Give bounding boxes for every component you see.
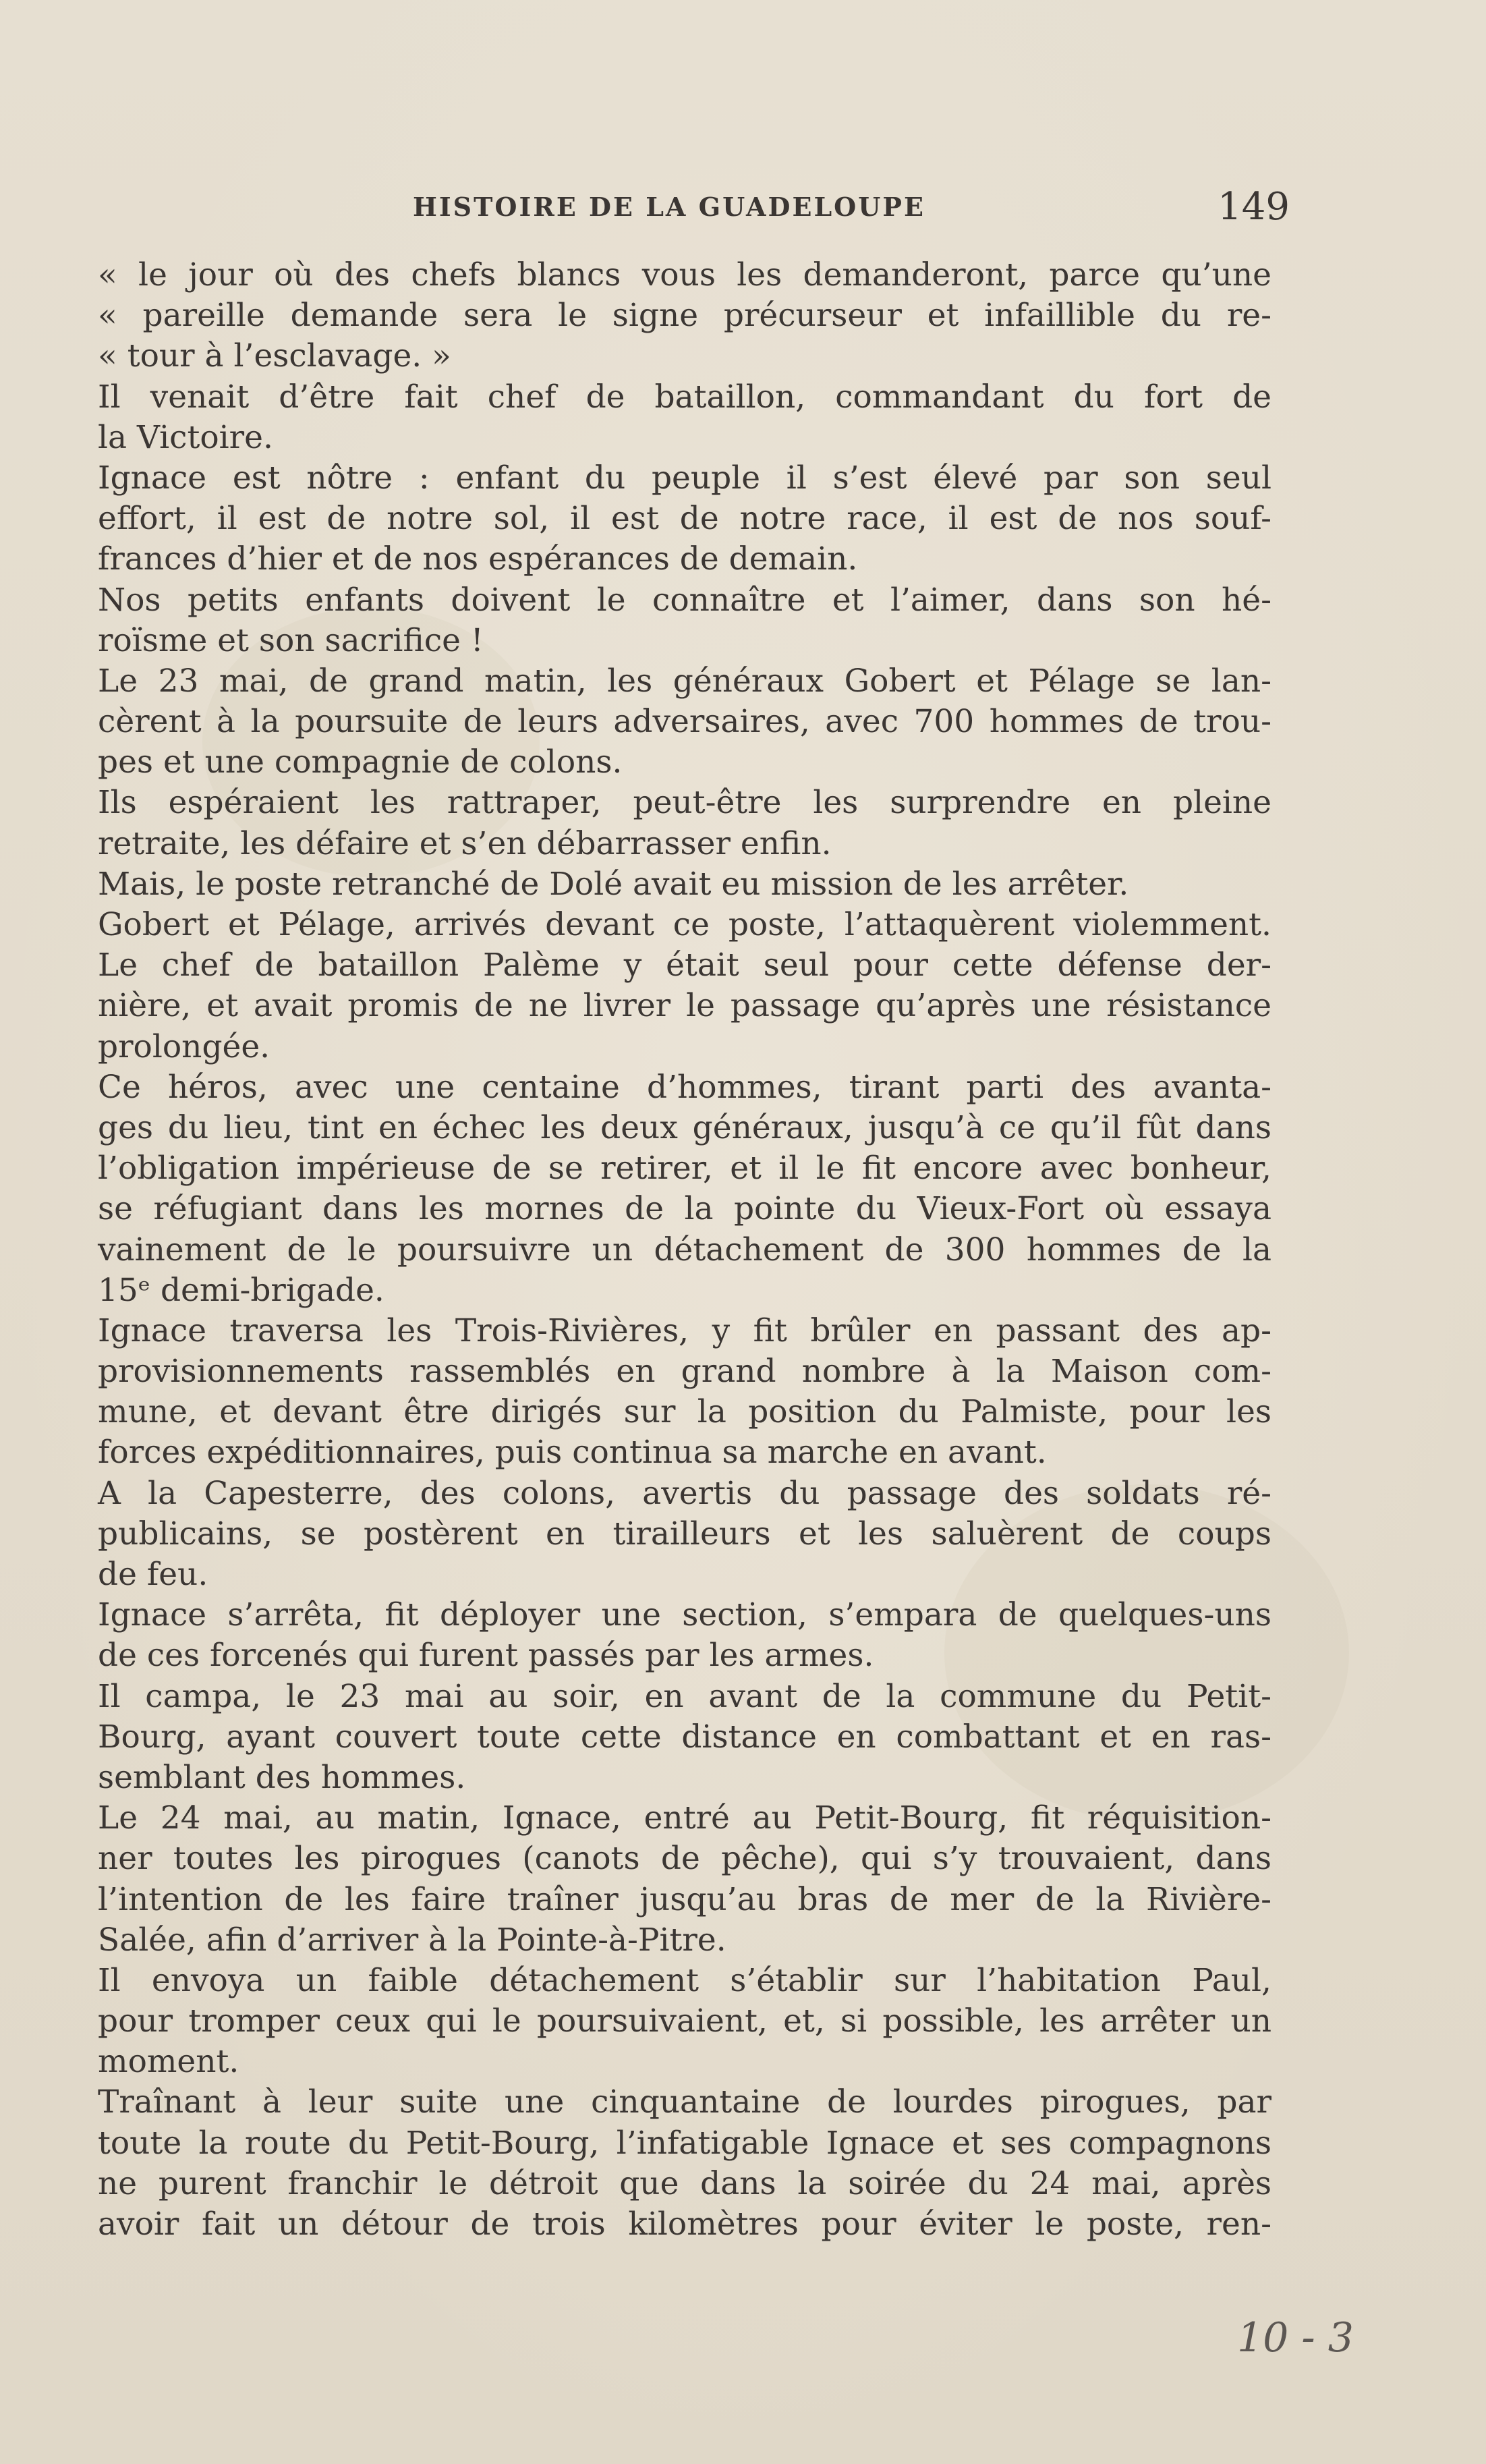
text-line: Ignace est nôtre : enfant du peuple il s’est élevé par son seul [98,459,1271,497]
text-line: A la Capesterre, des colons, avertis du passage des soldats ré- [98,1474,1271,1512]
handwritten-annotation: 10 - 3 [1237,2314,1354,2361]
text-line: vainement de le poursuivre un détachement de 300 hommes de la [98,1231,1271,1268]
text-line: provisionnements rassemblés en grand nombre à la Maison com- [98,1353,1271,1391]
text-line: nière, et avait promis de ne livrer le passage qu’après une résistance [98,987,1271,1025]
body-text [98,255,1271,2245]
text-line: l’intention de les faire traîner jusqu’au bras de mer de la Rivière- [98,1880,1271,1918]
text-line: 15ᵉ demi-brigade. [98,1271,384,1309]
text-line: Nos petits enfants doivent le connaître et l’aimer, dans son hé- [98,581,1271,619]
text-line: la Victoire. [98,418,273,456]
text-line: Il venait d’être fait chef de bataillon, commandant du fort de [98,378,1271,416]
page-number: 149 [1218,185,1290,229]
text-line: l’obligation impérieuse de se retirer, et il le fit encore avec bonheur, [98,1150,1271,1187]
text-line: cèrent à la poursuite de leurs adversaires, avec 700 hommes de trou- [98,703,1271,741]
text-line: mune, et devant être dirigés sur la position du Palmiste, pour les [98,1393,1271,1431]
text-line: Ce héros, avec une centaine d’hommes, tirant parti des avanta- [98,1068,1271,1106]
text-line: Ignace traversa les Trois-Rivières, y fit brûler en passant des ap- [98,1312,1271,1349]
text-line: frances d’hier et de nos espérances de demain. [98,540,858,578]
text-line: publicains, se postèrent en tirailleurs et les saluèrent de coups [98,1515,1271,1552]
text-line: ner toutes les pirogues (canots de pêche), qui s’y trouvaient, dans [98,1840,1271,1878]
text-line: ges du lieu, tint en échec les deux généraux, jusqu’à ce qu’il fût dans [98,1109,1271,1146]
text-line: effort, il est de notre sol, il est de notre race, il est de nos souf- [98,500,1271,538]
text-line: ne purent franchir le détroit que dans la soirée du 24 mai, après [98,2164,1271,2202]
text-line: de ces forcenés qui furent passés par les armes. [98,1637,874,1675]
text-line: pour tromper ceux qui le poursuivaient, et, si possible, les arrêter un [98,2003,1271,2040]
text-line: Salée, afin d’arriver à la Pointe-à-Pitre. [98,1921,726,1959]
text-line: Le chef de bataillon Palème y était seul pour cette défense der- [98,947,1271,984]
text-line: Il envoya un faible détachement s’établir sur l’habitation Paul, [98,1961,1271,1999]
text-line: Ils espéraient les rattraper, peut-être les surprendre en pleine [98,784,1271,822]
text-line: toute la route du Petit-Bourg, l’infatigable Ignace et ses compagnons [98,2124,1271,2162]
text-line: de feu. [98,1556,208,1593]
running-header [101,182,1290,236]
text-line: se réfugiant dans les mornes de la pointe du Vieux-Fort où essaya [98,1190,1271,1228]
text-line: Traînant à leur suite une cinquantaine de lourdes pirogues, par [98,2083,1271,2121]
text-line: Le 24 mai, au matin, Ignace, entré au Petit-Bourg, fit réquisition- [98,1799,1271,1837]
text-line: Ignace s’arrêta, fit déployer une section, s’empara de quelques-uns [98,1596,1271,1634]
text-line: prolongée. [98,1028,270,1065]
text-line: moment. [98,2043,239,2081]
text-line: semblant des hommes. [98,1758,466,1796]
text-line: roïsme et son sacrifice ! [98,621,484,659]
text-line: « le jour où des chefs blancs vous les demanderont, parce qu’une [98,256,1271,293]
text-line: « tour à l’esclavage. » [98,337,451,375]
text-line: forces expéditionnaires, puis continua sa marche en avant. [98,1434,1047,1472]
text-line: Gobert et Pélage, arrivés devant ce poste, l’attaquèrent violemment. [98,906,1271,943]
text-line: retraite, les défaire et s’en débarrasser enfin. [98,824,832,862]
text-line: avoir fait un détour de trois kilomètres pour éviter le poste, ren- [98,2206,1271,2243]
text-line: Bourg, ayant couvert toute cette distance en combattant et en ras- [98,1718,1271,1756]
text-line: Le 23 mai, de grand matin, les généraux Gobert et Pélage se lan- [98,662,1271,700]
running-title: HISTOIRE DE LA GUADELOUPE [413,192,925,222]
text-line: Il campa, le 23 mai au soir, en avant de la commune du Petit- [98,1677,1271,1715]
text-line: pes et une compagnie de colons. [98,744,623,781]
text-line: « pareille demande sera le signe précurseur et infaillible du re- [98,297,1271,335]
text-line: Mais, le poste retranché de Dolé avait eu mission de les arrêter. [98,865,1129,903]
